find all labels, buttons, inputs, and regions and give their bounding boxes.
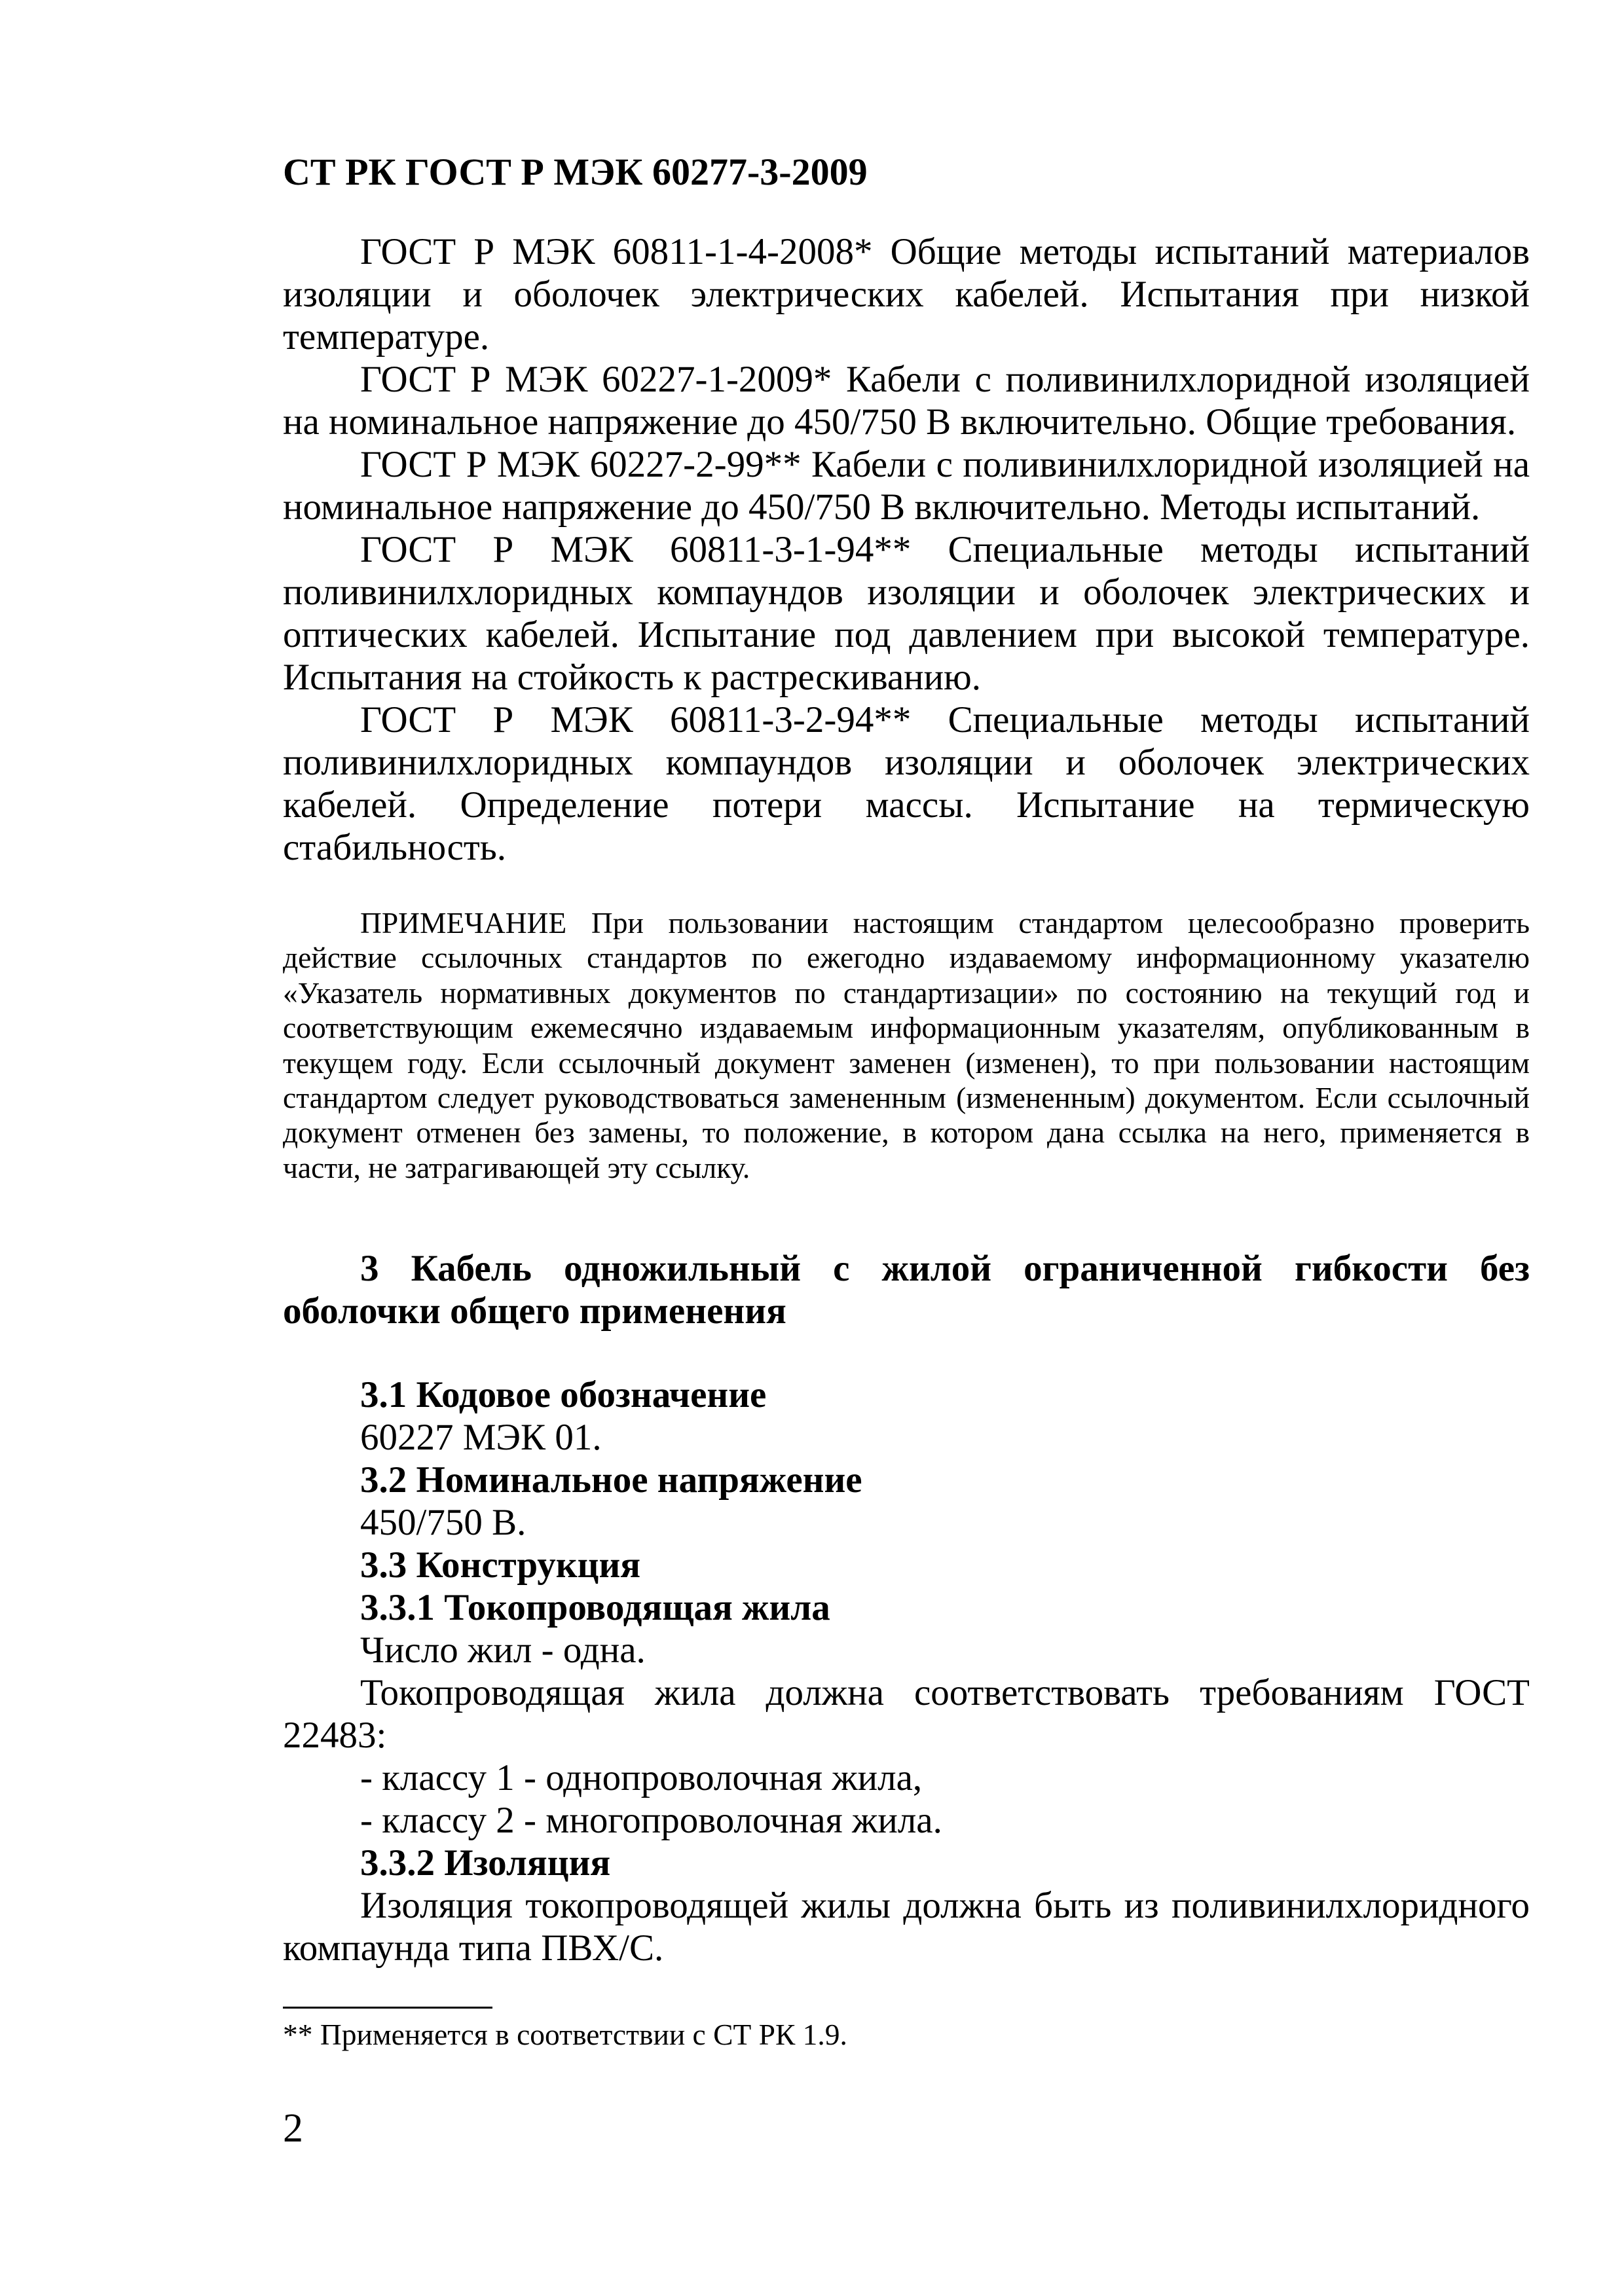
heading-3-2: 3.2 Номинальное напряжение [360, 1459, 862, 1501]
conductor-class-1-item: - классу 1 - однопроволочная жила, [360, 1757, 923, 1798]
note-paragraph: ПРИМЕЧАНИЕ При пользовании настоящим стандартом целесообразно проверить действие ссылочных стандартов по ежегодно издаваемому информационному указателю «Указатель нормативных документов по стандартизации» по состоянию на текущий год и соответствующим ежемесячно издаваемым информационным указателям, опубликованным в текущем году. Если ссылочный документ заменен (изменен), то при пользовании настоящим стандартом следует руководствоваться замененным (измененным) документом. Если ссылочный документ отменен без замены, то положение, в котором дана ссылка на него, применяется в части, не затрагивающей эту ссылку. [283, 906, 1530, 1184]
heading-3-3: 3.3 Конструкция [360, 1544, 641, 1586]
rated-voltage-text: 450/750 В. [360, 1502, 526, 1543]
code-designation-text: 60227 МЭК 01. [360, 1417, 602, 1458]
conductor-class-2-item: - классу 2 - многопроволочная жила. [360, 1800, 942, 1841]
normative-references-list [283, 230, 1530, 869]
reference-item: ГОСТ Р МЭК 60227-1-2009* Кабели с поливинилхлоридной изоляцией на номинальное напряжение до 450/750 В включительно. Общие требования. [283, 359, 1530, 443]
insulation-text: Изоляция токопроводящей жилы должна быть из поливинилхлоридного компаунда типа ПВХ/С. [283, 1885, 1530, 1969]
footnote-separator [283, 2007, 492, 2009]
heading-3-1: 3.1 Кодовое обозначение [360, 1374, 767, 1415]
reference-item: ГОСТ Р МЭК 60811-1-4-2008* Общие методы испытаний материалов изоляции и оболочек электрических кабелей. Испытания при низкой температуре. [283, 231, 1530, 357]
heading-3-3-1: 3.3.1 Токопроводящая жила [360, 1587, 830, 1628]
page-number: 2 [283, 2106, 303, 2151]
section-3-body [283, 1374, 1530, 1969]
conductor-requirement-text: Токопроводящая жила должна соответствовать требованиям ГОСТ 22483: [283, 1672, 1530, 1756]
document-header-code: СТ РК ГОСТ Р МЭК 60277-3-2009 [283, 151, 868, 193]
reference-item: ГОСТ Р МЭК 60227-2-99** Кабели с поливинилхлоридной изоляцией на номинальное напряжение до 450/750 В включительно. Методы испытаний. [283, 444, 1530, 528]
number-of-cores-text: Число жил - одна. [360, 1630, 646, 1671]
reference-item: ГОСТ Р МЭК 60811-3-1-94** Специальные методы испытаний поливинилхлоридных компаундов изоляции и оболочек электрических и оптических кабелей. Испытание под давлением при высокой температуре. Испытания на стойкость к растрескиванию. [283, 529, 1530, 698]
section-3-title: 3 Кабель одножильный с жилой ограниченной гибкости без оболочки общего применения [283, 1248, 1530, 1332]
reference-item: ГОСТ Р МЭК 60811-3-2-94** Специальные методы испытаний поливинилхлоридных компаундов изоляции и оболочек электрических кабелей. Определение потери массы. Испытание на термическую стабильность. [283, 699, 1530, 868]
footnote-text: ** Применяется в соответствии с СТ РК 1.9. [283, 2018, 847, 2051]
heading-3-3-2: 3.3.2 Изоляция [360, 1842, 611, 1884]
